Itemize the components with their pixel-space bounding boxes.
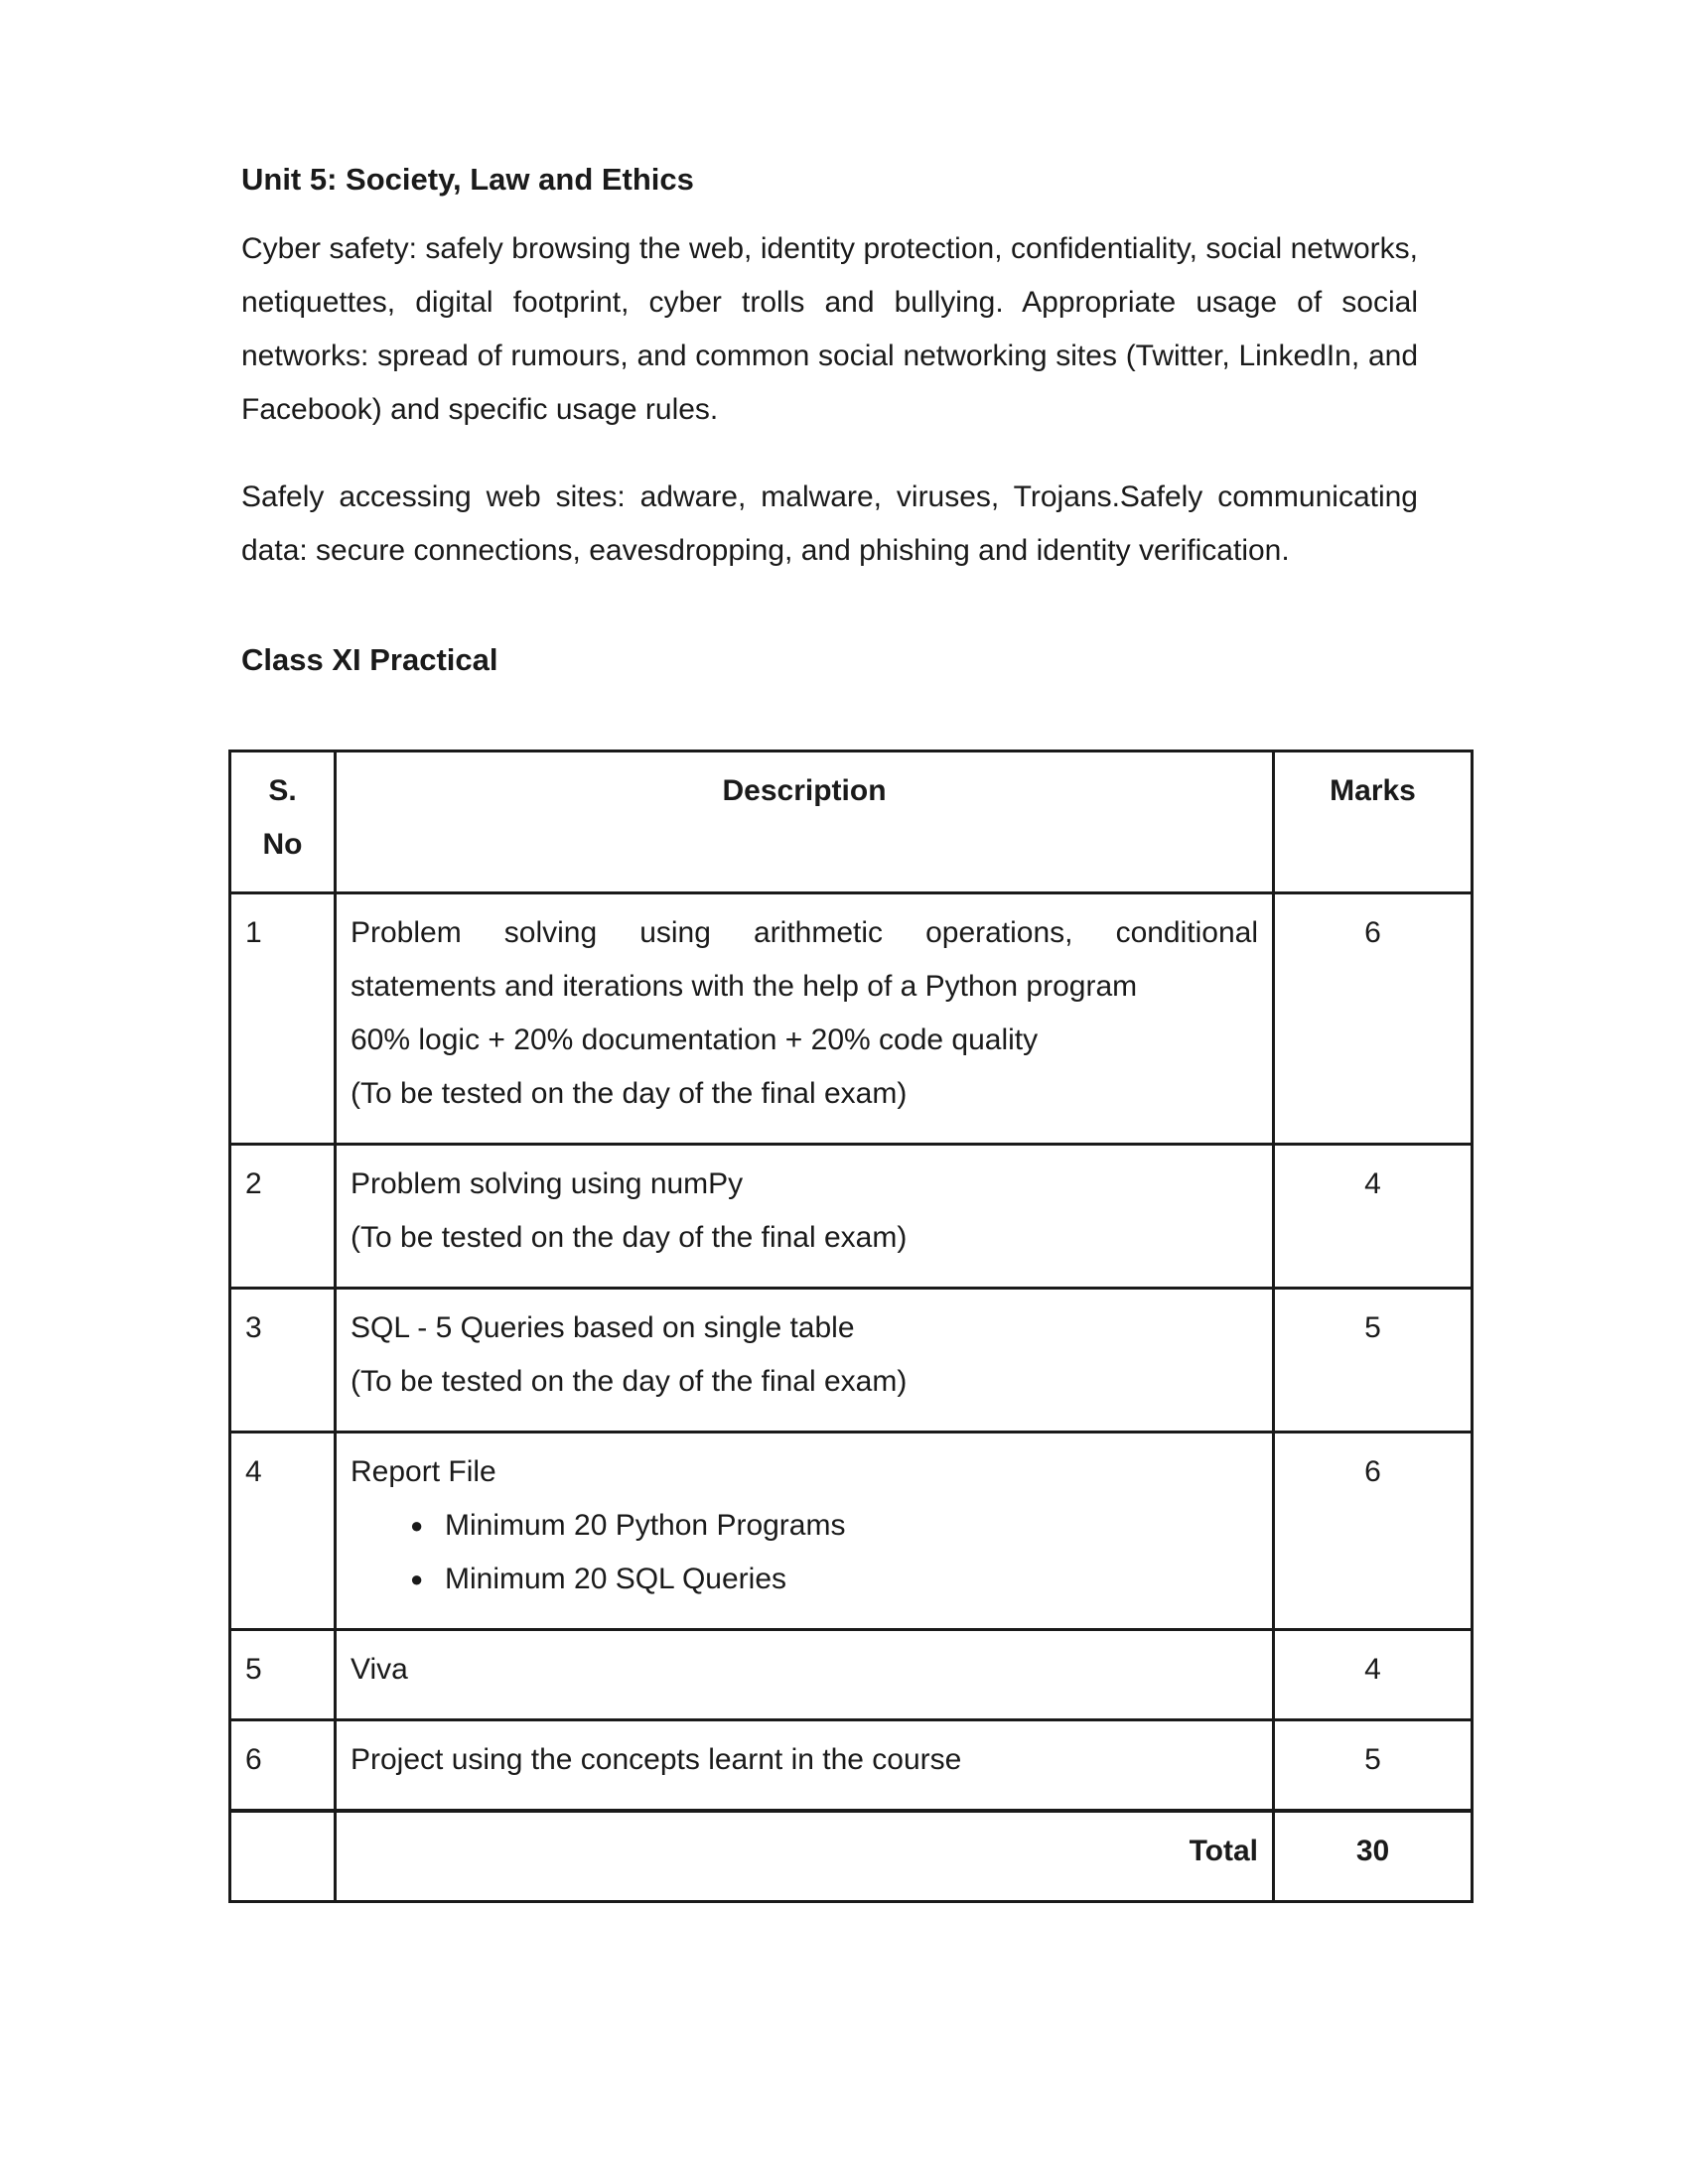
table-row (230, 1630, 1473, 1720)
row-description (336, 1720, 1274, 1812)
report-file-list (351, 1499, 1258, 1606)
description-line: (To be tested on the day of the final exam) (351, 1221, 908, 1254)
table-row (230, 1289, 1473, 1433)
description-line: Viva (351, 1653, 408, 1686)
row-sno: 2 (230, 1145, 336, 1289)
description-line: Report File (351, 1455, 496, 1488)
header-marks: Marks (1274, 751, 1473, 893)
total-row (230, 1811, 1473, 1902)
table-row (230, 1720, 1473, 1812)
row-marks: 5 (1274, 1289, 1473, 1433)
unit-title: Unit 5: Society, Law and Ethics (241, 162, 694, 197)
description-line: statements and iterations with the help of a Python program (351, 970, 1138, 1003)
table-header-row (230, 751, 1473, 893)
description-line: (To be tested on the day of the final exam) (351, 1077, 908, 1110)
row-sno: 3 (230, 1289, 336, 1433)
content-area (241, 157, 1418, 677)
row-sno: 5 (230, 1630, 336, 1720)
total-empty-cell (230, 1811, 336, 1902)
row-marks: 6 (1274, 1433, 1473, 1630)
description-line: SQL - 5 Queries based on single table (351, 1311, 855, 1344)
list-item: ● Minimum 20 SQL Queries (410, 1553, 1258, 1606)
unit-paragraph-2: Safely accessing web sites: adware, malware, viruses, Trojans.Safely communicating data: secure connections, eavesdropping, and phishing and identity verification. (241, 480, 1418, 567)
description-line: (To be tested on the day of the final exam) (351, 1365, 908, 1398)
row-sno: 4 (230, 1433, 336, 1630)
row-sno: 1 (230, 893, 336, 1145)
description-line: Project using the concepts learnt in the course (351, 1743, 962, 1776)
description-line: Problem solving using arithmetic operations, conditional (351, 916, 1258, 949)
table-row (230, 1145, 1473, 1289)
total-label: Total (336, 1811, 1274, 1902)
row-marks: 4 (1274, 1630, 1473, 1720)
total-value: 30 (1274, 1811, 1473, 1902)
practical-title: Class XI Practical (241, 642, 498, 677)
header-sno: S. No (230, 751, 336, 893)
table-row (230, 893, 1473, 1145)
table-row (230, 1433, 1473, 1630)
row-sno: 6 (230, 1720, 336, 1812)
row-marks: 5 (1274, 1720, 1473, 1812)
row-description (336, 1145, 1274, 1289)
row-marks: 4 (1274, 1145, 1473, 1289)
row-marks: 6 (1274, 893, 1473, 1145)
description-line: Problem solving using numPy (351, 1167, 744, 1200)
header-description: Description (336, 751, 1274, 893)
row-description (336, 1433, 1274, 1630)
description-line: 60% logic + 20% documentation + 20% code quality (351, 1024, 1039, 1056)
row-description (336, 893, 1274, 1145)
row-description (336, 1630, 1274, 1720)
unit-paragraph-1: Cyber safety: safely browsing the web, identity protection, confidentiality, social networks, netiquettes, digital footprint, cyber trolls and bullying. Appropriate usage of social networks: spread of rumours, and common social networking sites (Twitter, LinkedIn, and Facebook) and specific usage rules. (241, 232, 1418, 426)
list-item: ● Minimum 20 Python Programs (410, 1499, 1258, 1553)
row-description (336, 1289, 1274, 1433)
practical-marks-table (228, 750, 1474, 1903)
